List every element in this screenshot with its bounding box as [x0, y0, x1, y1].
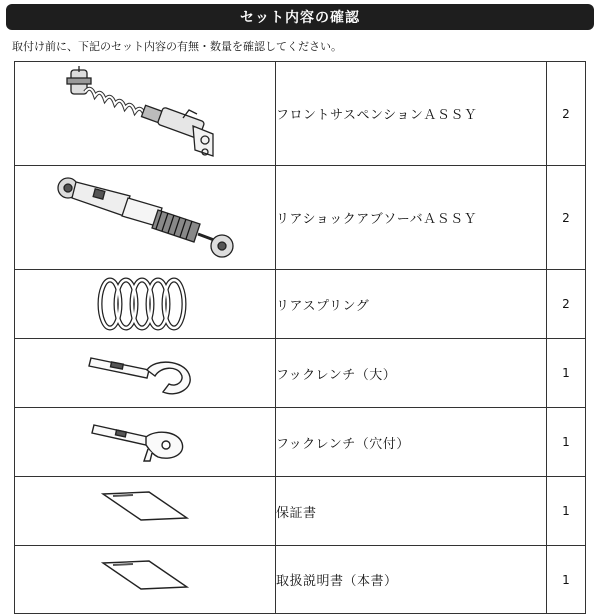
- table-row: [15, 270, 586, 339]
- front-suspension-icon: [55, 64, 235, 164]
- item-name: 取扱説明書（本書）: [276, 546, 547, 614]
- item-image-cell: [15, 477, 276, 546]
- page-title-text: セット内容の確認: [240, 10, 360, 26]
- item-qty: 2: [547, 270, 586, 339]
- hook-wrench-hole-icon: [90, 417, 200, 467]
- item-name: フックレンチ（穴付）: [276, 408, 547, 477]
- item-name: フックレンチ（大）: [276, 339, 547, 408]
- item-qty: 1: [547, 546, 586, 614]
- item-image-cell: [15, 546, 276, 614]
- item-qty: 1: [547, 339, 586, 408]
- item-qty: 2: [547, 166, 586, 270]
- item-image-cell: [15, 339, 276, 408]
- item-name: 保証書: [276, 477, 547, 546]
- intro-text: 取付け前に、下記のセット内容の有無・数量を確認してください。: [12, 40, 342, 53]
- item-qty: 1: [547, 408, 586, 477]
- item-name: リアスプリング: [276, 270, 547, 339]
- instruction-manual-icon: [95, 557, 195, 603]
- item-name: フロントサスペンションＡＳＳＹ: [276, 62, 547, 166]
- item-name: リアショックアブソーバＡＳＳＹ: [276, 166, 547, 270]
- table-row: [15, 339, 586, 408]
- hook-wrench-large-icon: [85, 348, 205, 398]
- parts-table: [14, 61, 586, 614]
- item-image-cell: [15, 166, 276, 270]
- item-qty: 1: [547, 477, 586, 546]
- item-image-cell: [15, 62, 276, 166]
- table-row: [15, 477, 586, 546]
- rear-shock-absorber-icon: [50, 168, 240, 268]
- item-image-cell: [15, 270, 276, 339]
- table-row: [15, 408, 586, 477]
- table-row: [15, 62, 586, 166]
- warranty-card-icon: [95, 488, 195, 534]
- table-row: [15, 166, 586, 270]
- table-row: [15, 546, 586, 614]
- item-image-cell: [15, 408, 276, 477]
- item-qty: 2: [547, 62, 586, 166]
- rear-spring-icon: [90, 274, 200, 334]
- page-title: [6, 4, 594, 30]
